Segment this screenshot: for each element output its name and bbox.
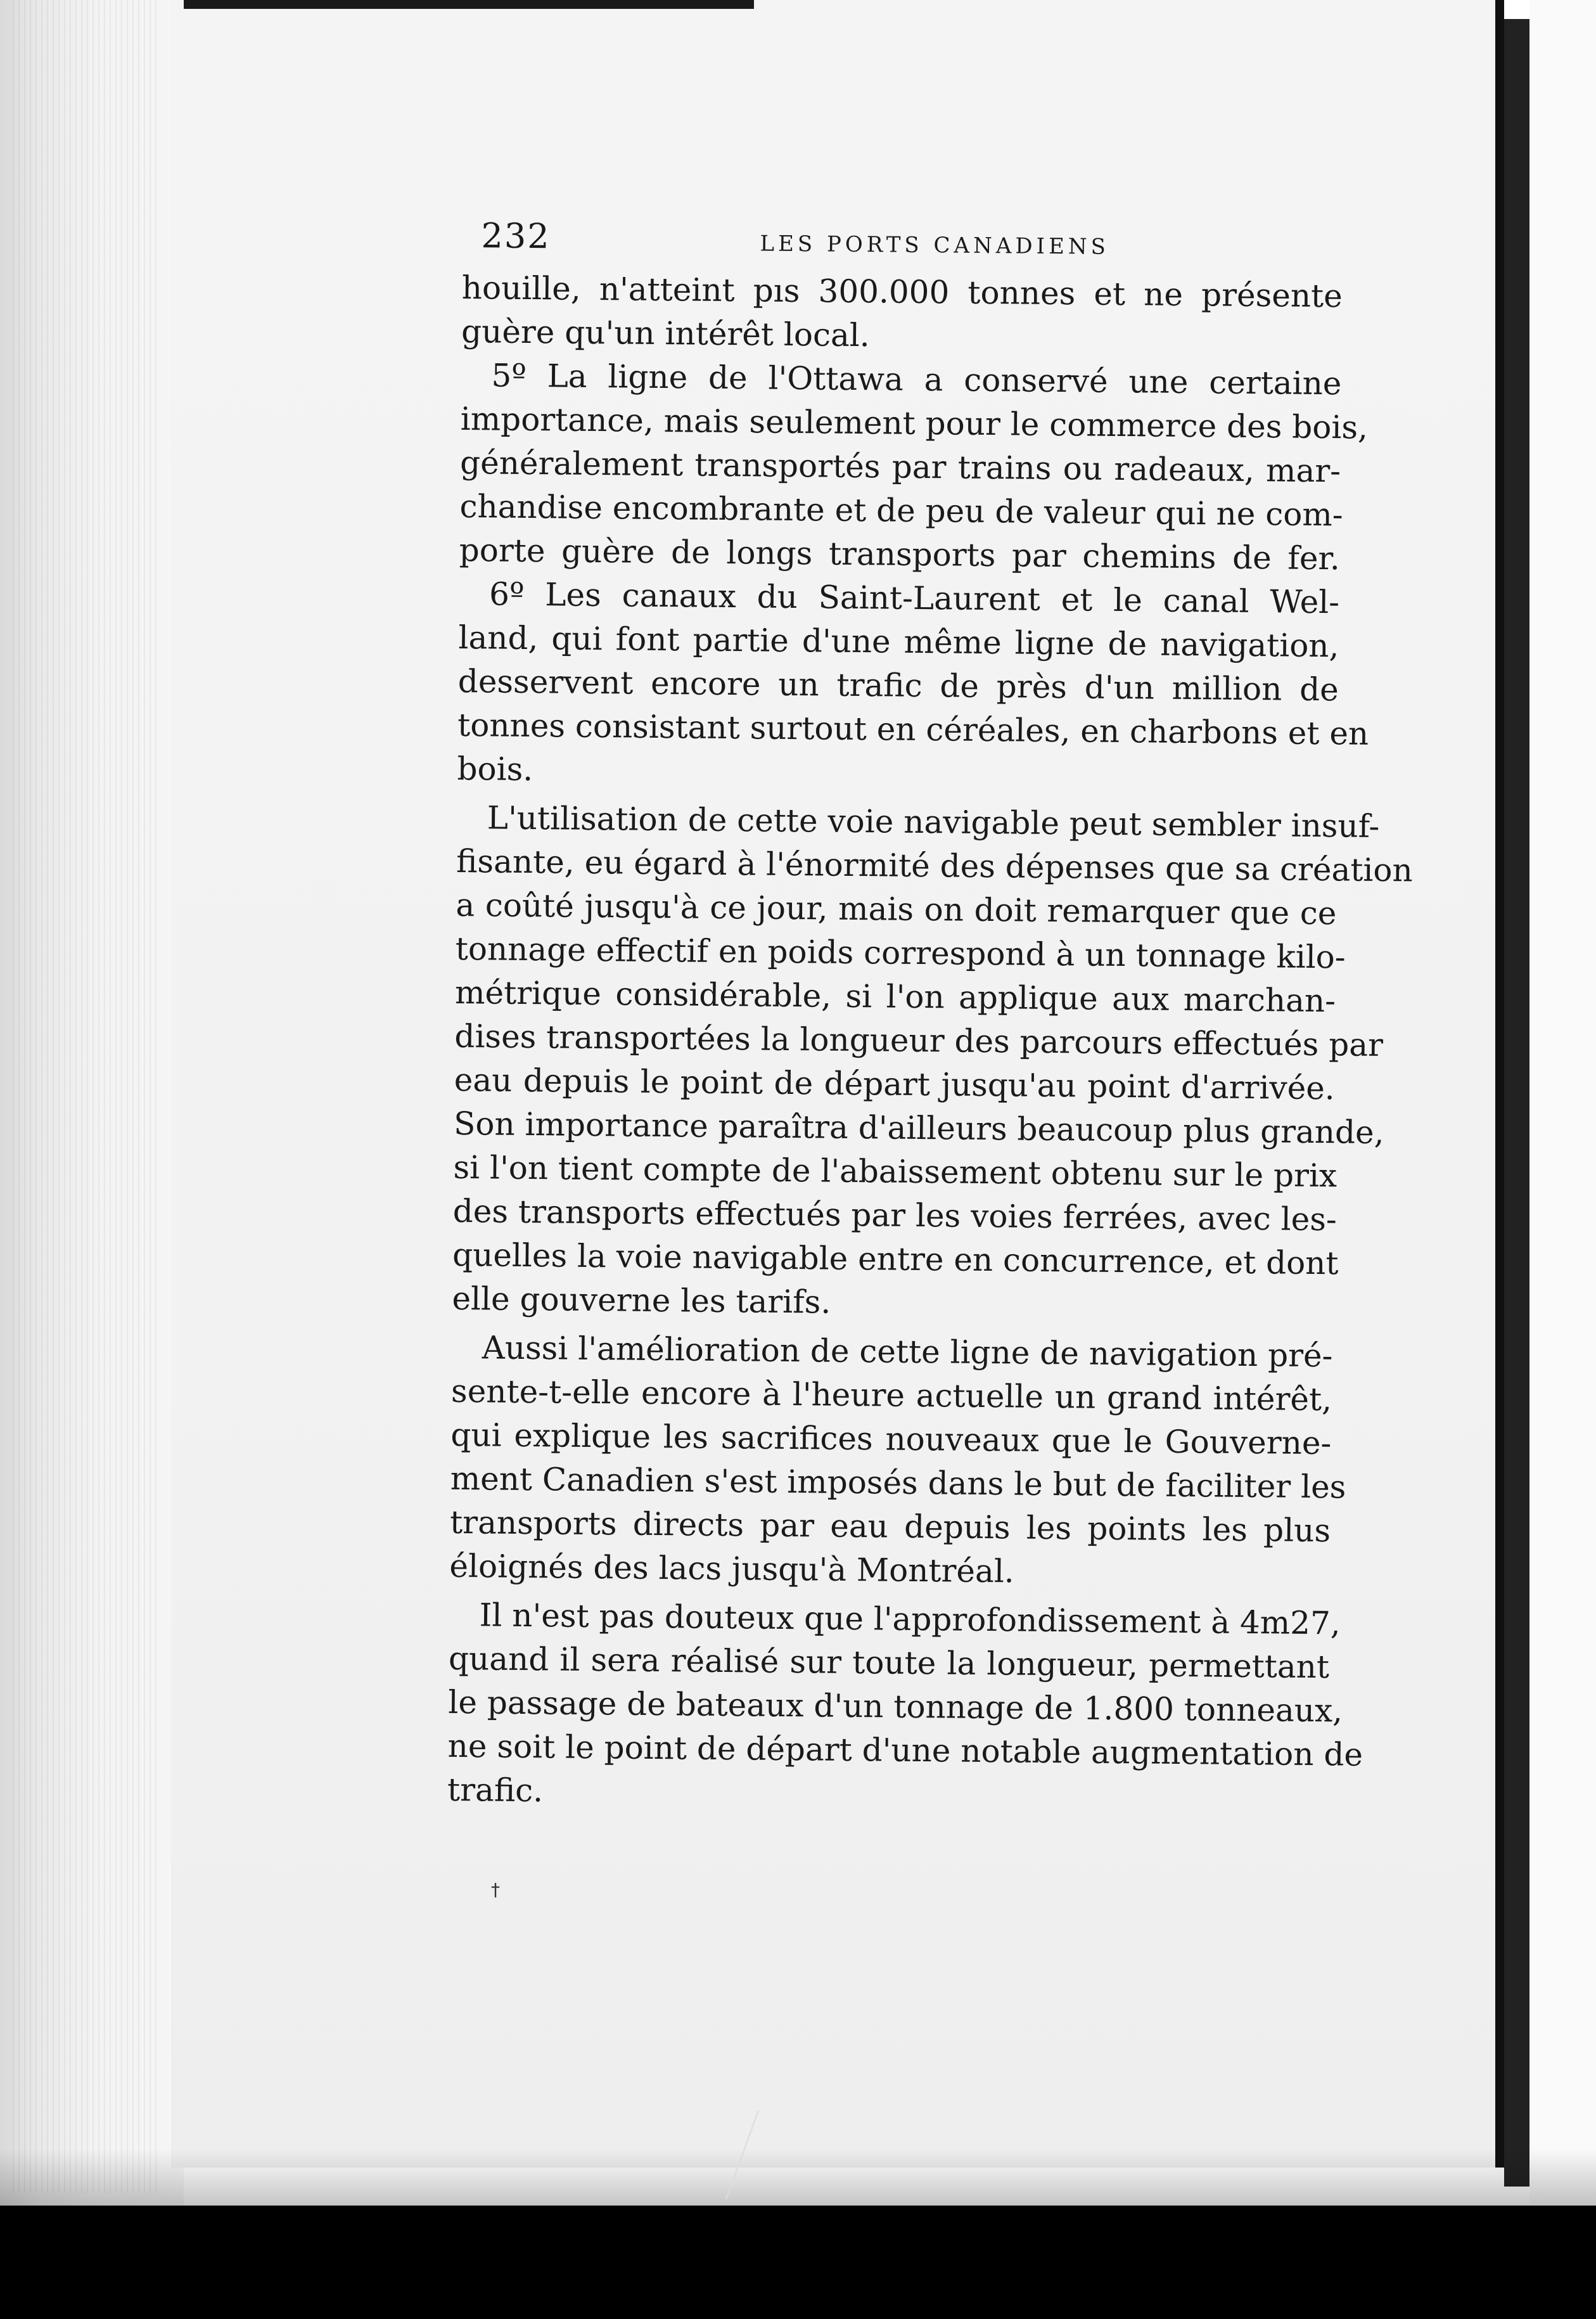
paragraph-2 <box>459 354 1369 581</box>
text-line: tonnage effectif en poids correspond à un tonnage kilo- <box>455 930 1346 976</box>
text-line: a coûté jusqu'à ce jour, mais on doit remarquer que ce <box>456 886 1337 932</box>
text-line: 6º Les canaux du Saint-Laurent et le canal Wel- <box>488 575 1340 621</box>
text-line: quand il sera réalisé sur toute la longueur, permettant <box>448 1640 1330 1686</box>
running-title: LES PORTS CANADIENS <box>760 231 1110 260</box>
running-head <box>462 209 1350 274</box>
text-line: bois. <box>457 750 533 788</box>
page-right-edge <box>1504 19 1529 2187</box>
text-line: Aussi l'amélioration de cette ligne de navigation pré- <box>482 1329 1333 1375</box>
text-line: métrique considérable, si l'on applique aux marchan- <box>454 973 1336 1020</box>
text-line: L'utilisation de cette voie navigable peut sembler insuf- <box>487 799 1380 845</box>
text-line: tonnes consistant surtout en céréales, en charbons et en <box>457 706 1369 752</box>
text-line: houille, n'atteint pıs 300.000 tonnes et ne présente <box>461 269 1343 315</box>
text-line: chandise encombrante et de peu de valeur qui ne com- <box>459 487 1343 534</box>
text-line: Son importance paraîtra d'ailleurs beaucoup plus grande, <box>453 1105 1384 1152</box>
bottom-shadow <box>0 2149 1596 2212</box>
text-line: généralement transportés par trains ou radeaux, mar- <box>459 444 1341 490</box>
text-line: des transports effectués par les voies ferrées, avec les- <box>452 1192 1337 1238</box>
text-line: éloignés des lacs jusqu'à Montréal. <box>449 1547 1015 1590</box>
text-line: fisante, eu égard à l'énormité des dépenses que sa création <box>456 842 1414 889</box>
paragraph-3 <box>457 572 1369 799</box>
text-line: sente-t-elle encore à l'heure actuelle un grand intérêt, <box>450 1372 1332 1418</box>
scan-border-bottom <box>0 2206 1596 2319</box>
text-line: Il n'est pas douteux que l'approfondissement à 4m27, <box>479 1596 1341 1642</box>
stray-mark: † <box>491 1879 500 1900</box>
paragraph-1 <box>461 266 1349 362</box>
text-line: qui explique les sacrifices nouveaux que le Gouverne- <box>450 1416 1332 1462</box>
text-line: transports directs par eau depuis les points les plus <box>449 1503 1331 1550</box>
text-line: eau depuis le point de départ jusqu'au point d'arrivée. <box>454 1061 1336 1107</box>
book-gutter <box>0 0 184 2206</box>
text-line: guère qu'un intérêt local. <box>461 312 870 354</box>
text-line: ment Canadien s'est imposés dans le but de faciliter les <box>450 1460 1346 1506</box>
text-line: porte guère de longs transports par chemins de fer. <box>459 531 1341 577</box>
paragraph-6 <box>447 1593 1363 1820</box>
text-line: trafic. <box>447 1771 544 1809</box>
text-line: quelles la voie navigable entre en concurrence, et dont <box>452 1236 1339 1282</box>
text-line: le passage de bateaux d'un tonnage de 1.800 tonneaux, <box>448 1683 1343 1730</box>
text-line: dises transportées la longueur des parcours effectués par <box>454 1017 1384 1064</box>
text-line: si l'on tient compte de l'abaissement obtenu sur le prix <box>453 1148 1337 1195</box>
paragraph-4 <box>452 796 1414 1329</box>
text-line: 5º La ligne de l'Ottawa a conservé une certaine <box>491 357 1342 402</box>
page-edges <box>13 0 158 2193</box>
text-line: ne soit le point de départ d'une notable augmentation de <box>447 1727 1363 1773</box>
text-line: desservent encore un trafic de près d'un million de <box>457 662 1339 709</box>
right-margin <box>1529 0 1596 2218</box>
text-line: elle gouverne les tarifs. <box>452 1280 831 1321</box>
text-line: land, qui font partie d'une même ligne de navigation, <box>458 619 1339 665</box>
page-number: 232 <box>481 215 551 257</box>
text-block <box>447 209 1414 1820</box>
paragraph-5 <box>449 1326 1346 1596</box>
text-line: importance, mais seulement pour le commerce des bois, <box>460 400 1369 446</box>
top-edge-mark <box>184 0 754 9</box>
